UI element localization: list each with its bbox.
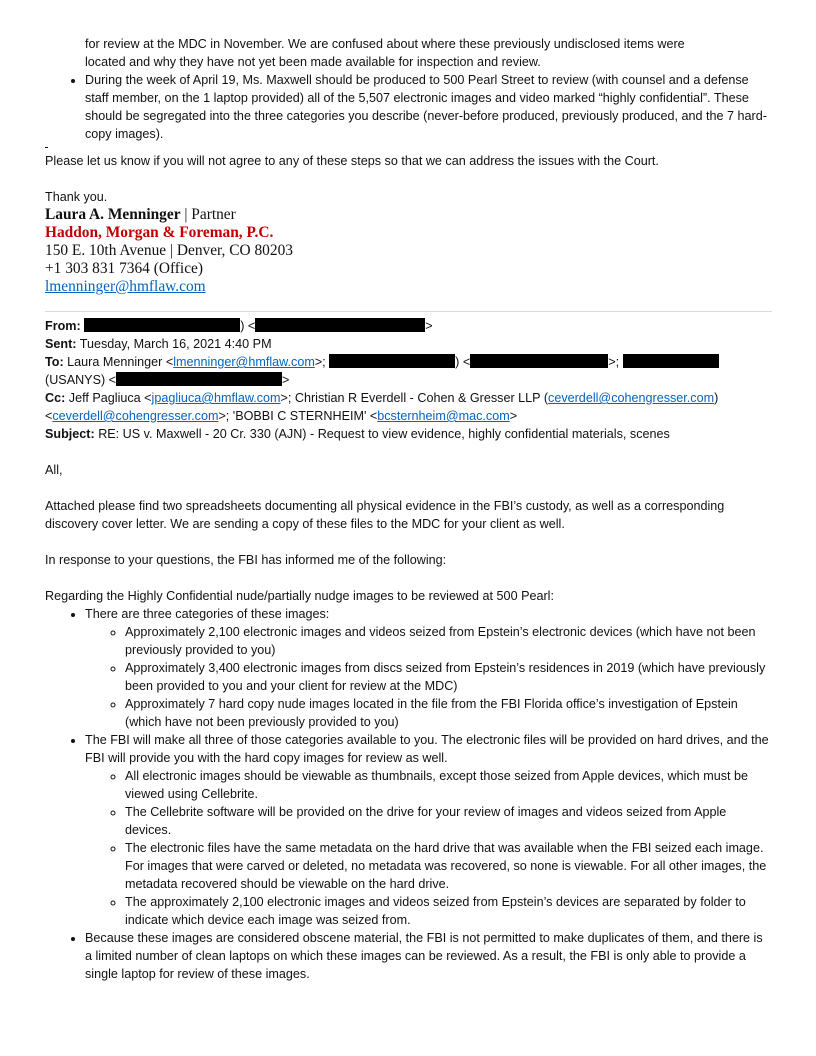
list-item	[85, 605, 772, 731]
signature-block	[45, 206, 772, 296]
sub-list-item: ◦ All electronic images should be viewable as thumbnails, except those seized from Apple devices, which must be viewed using Cellebrite.	[125, 767, 772, 803]
sub-list-item: ◦ Approximately 3,400 electronic images from discs seized from Epstein’s residences in 2019 (which have previously been provided to you and your client for review at the MDC)	[125, 659, 772, 695]
cc-open-bracket: <	[45, 409, 53, 423]
continued-text	[45, 35, 772, 71]
request-list	[45, 71, 772, 143]
details-list	[45, 605, 772, 983]
sent-value: Tuesday, March 16, 2021 4:40 PM	[79, 337, 272, 351]
subject-label: Subject:	[45, 427, 95, 441]
subject-value: RE: US v. Maxwell - 20 Cr. 330 (AJN) - Request to view evidence, highly confidential materials, scenes	[98, 427, 670, 441]
signature-firm: Haddon, Morgan & Foreman, P.C.	[45, 224, 274, 241]
signature-phone: +1 303 831 7364 (Office)	[45, 260, 203, 277]
message-divider	[45, 311, 772, 312]
from-label: From:	[45, 319, 81, 333]
continued-line-1: for review at the MDC in November. We are confused about where these previously undisclosed items were	[85, 37, 685, 51]
cc-bobbi-name: >; 'BOBBI C STERNHEIM' <	[218, 409, 378, 423]
cc-label: Cc:	[45, 391, 66, 405]
cc-christian-email-link-2[interactable]: ceverdell@cohengresser.com	[52, 409, 219, 423]
divider-mark	[45, 147, 48, 148]
sub-list-item: ◦ The approximately 2,100 electronic images and videos seized from Epstein’s devices are separated by folder to indicate which device each image was seized from.	[125, 893, 772, 929]
email-document	[45, 35, 772, 983]
sub-list-item: ◦ Approximately 7 hard copy nude images located in the file from the FBI Florida office’s investigation of Epstein (which have not been previously provided to you)	[125, 695, 772, 731]
redaction-box	[329, 354, 455, 368]
to-usanys: (USANYS) <	[45, 373, 117, 387]
list-item	[85, 731, 772, 929]
cc-christian-name: >; Christian R Everdell - Cohen & Gresser LLP (	[280, 391, 549, 405]
sub-list-item: ◦ Approximately 2,100 electronic images and videos seized from Epstein’s electronic devices (which have not been previously provided to you)	[125, 623, 772, 659]
signature-address: 150 E. 10th Avenue | Denver, CO 80203	[45, 242, 293, 259]
cc-close-paren: )	[714, 391, 719, 405]
to-label: To:	[45, 355, 64, 369]
to-email-link[interactable]: lmenninger@hmflaw.com	[173, 355, 315, 369]
message-header: From: ) < > Sent: Tuesday, March 16, 2021 4:40 PM To: Laura Menninger <lmenninger@hmflaw.com>; ) < >; (USANYS) < > Cc: Jeff Pagliuca <jpagliuca@hmflaw.com>; Christian R Everdell - Cohen & Gresser LLP (ceverdell@cohengresser.com) <ceverdell@cohengresser.com>; 'BOBBI C STERNHEIM' <bcsternheim@mac.com> Subject: RE: US v. Maxwell - 20 Cr. 330 (AJN) - Request to view evidence, highly confidential materials, scenes	[45, 319, 719, 441]
closing-line: Please let us know if you will not agree to any of these steps so that we can address the issues with the Court.	[45, 154, 659, 168]
list-item: • Because these images are considered obscene material, the FBI is not permitted to make duplicates of them, and there is a limited number of clean laptops on which these images can be reviewed. As a result, the FBI is only able to provide a single laptop for review of these images.	[85, 929, 772, 983]
to-separator: >;	[314, 355, 326, 369]
cc-bobbi-email-link[interactable]: bcsternheim@mac.com	[377, 409, 510, 423]
redaction-box	[623, 354, 719, 368]
paragraph: Regarding the Highly Confidential nude/partially nudge images to be reviewed at 500 Pearl:	[45, 589, 554, 603]
signature-name: Laura A. Menninger	[45, 206, 181, 223]
sent-label: Sent:	[45, 337, 77, 351]
paragraph: Attached please find two spreadsheets documenting all physical evidence in the FBI’s custody, as well as a corresponding discovery cover letter. We are sending a copy of these files to the MDC for your client as well.	[45, 499, 725, 531]
continued-line-2: located and why they have not yet been made available for inspection and review.	[85, 55, 541, 69]
cc-jeff-email-link[interactable]: jpagliuca@hmflaw.com	[151, 391, 281, 405]
sub-list	[85, 767, 772, 929]
redaction-box	[470, 354, 608, 368]
thanks-line: Thank you.	[45, 190, 108, 204]
signature-email-link[interactable]: lmenninger@hmflaw.com	[45, 278, 206, 295]
redaction-box	[255, 318, 425, 332]
greeting: All,	[45, 463, 63, 477]
list-item: • During the week of April 19, Ms. Maxwell should be produced to 500 Pearl Street to review (with counsel and a defense staff member, on the 1 laptop provided) all of the 5,507 electronic images and video marked “highly confidential”. These should be segregated into the three categories you describe (never-before produced, previously produced, and the 7 hard-copy images).	[85, 71, 772, 143]
sub-list-item: ◦ The Cellebrite software will be provided on the drive for your review of images and videos seized from Apple devices.	[125, 803, 772, 839]
paragraph: In response to your questions, the FBI has informed me of the following:	[45, 553, 447, 567]
sub-list-item: ◦ The electronic files have the same metadata on the hard drive that was available when the FBI seized each image. For images that were carved or deleted, no metadata was recovered, so none is viewable. For all other images, the metadata recovered should be viewable on the hard drive.	[125, 839, 772, 893]
cc-end: >	[509, 409, 518, 423]
redaction-box	[116, 372, 282, 386]
list-item-text: There are three categories of these images:	[85, 607, 330, 621]
cc-jeff-name: Jeff Pagliuca <	[68, 391, 152, 405]
list-item-text: The FBI will make all three of those categories available to you. The electronic files will be provided on hard drives, and the FBI will provide you with the hard copy images for review as well.	[85, 733, 769, 765]
redaction-box	[84, 318, 240, 332]
cc-christian-email-link[interactable]: ceverdell@cohengresser.com	[548, 391, 715, 405]
to-name: Laura Menninger <	[67, 355, 174, 369]
sub-list	[85, 623, 772, 731]
signature-title: | Partner	[180, 206, 236, 223]
